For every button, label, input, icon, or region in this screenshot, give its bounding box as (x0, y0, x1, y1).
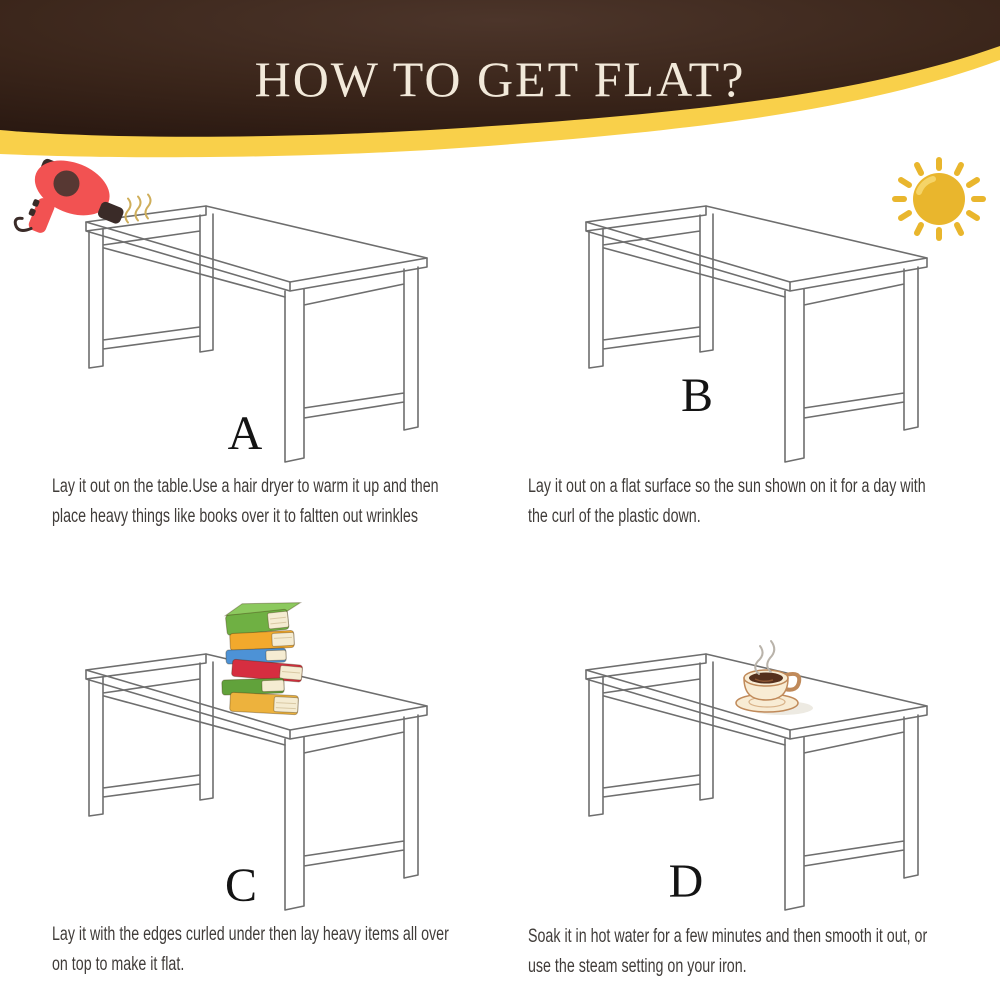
caption-line: Lay it with the edges curled under then lay heavy items all over (52, 924, 449, 945)
method-c-label: C (224, 859, 257, 912)
method-c-caption (52, 920, 581, 980)
caption-line: Soak it in hot water for a few minutes and then smooth it out, or (528, 926, 928, 947)
method-b-caption (528, 472, 1000, 532)
book-stack-icon (210, 594, 310, 720)
sun-icon (886, 152, 992, 244)
caption-line: place heavy things like books over it to faltten out wrinkles (52, 506, 418, 527)
method-d-label: D (668, 855, 704, 908)
method-d-caption (528, 922, 1000, 982)
method-b-label: B (680, 369, 713, 422)
caption-line: the curl of the plastic down. (528, 506, 701, 527)
caption-line: on top to make it flat. (52, 954, 185, 975)
method-a-label: A (227, 407, 263, 460)
caption-line: Lay it out on the table.Use a hair dryer to warm it up and then (52, 476, 439, 497)
page-title: HOW TO GET FLAT? (254, 50, 746, 107)
caption-line: use the steam setting on your iron. (528, 956, 747, 977)
method-a-caption (52, 472, 567, 532)
hair-dryer-icon (12, 156, 162, 252)
coffee-cup-icon (715, 636, 825, 726)
caption-line: Lay it out on a flat surface so the sun shown on it for a day with (528, 476, 926, 497)
